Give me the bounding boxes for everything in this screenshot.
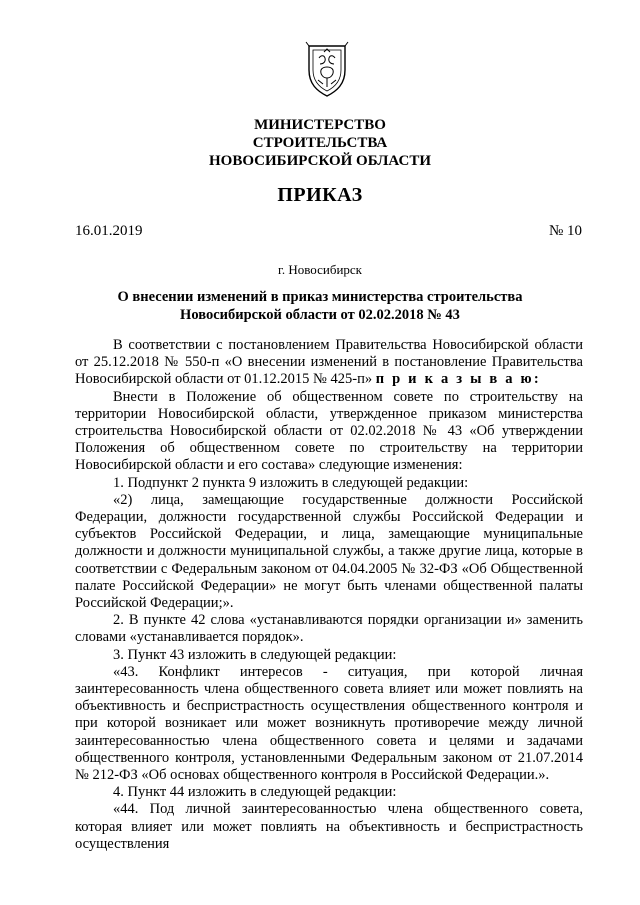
document-title: О внесении изменений в приказ министерства строительства Новосибирской области от 02.02.2018 № 43 [117, 289, 523, 323]
body-paragraph-2: Внести в Положение об общественном совете по строительству на территории Новосибирской области, утвержденное приказом министерства строительства Новосибирской области от 02.02.2018 № 43 «Об утверждении Положения об общественном совете по строительству на территории Новосибирской области и его состава» следующие изменения: [75, 388, 583, 474]
ministry-name-line-3: НОВОСИБИРСКОЙ ОБЛАСТИ [208, 153, 432, 169]
document-type: ПРИКАЗ [277, 184, 363, 206]
body-paragraph-6: 3. Пункт 43 изложить в следующей редакции: [113, 646, 397, 663]
body-paragraph-9: «44. Под личной заинтересованностью члена общественного совета, которая влияет или может повлиять на объективность и беспристрастность осуществления [75, 801, 583, 852]
body-paragraph-7: «43. Конфликт интересов - ситуация, при которой личная заинтересованность члена общественного совета влияет или может повлиять на объективность и беспристрастность осуществления общественного контроля и при которой возникает или может возникнуть противоречие между личной заинтересованностью члена общественного совета и целями и задачами общественного контроля, установленными Федеральным законом от 21.07.2014 № 212-ФЗ «Об основах общественного контроля в Российской Федерации.». [75, 663, 583, 784]
preamble-text: В соответствии с постановлением Правительства Новосибирской области от 25.12.2018 № 550-п «О внесении изменений в постановление Правительства Новосибирской области от 01.12.2015 № 425-п» [75, 337, 583, 388]
document-body [75, 337, 583, 853]
document-number: № 10 [548, 223, 582, 239]
document-city: г. Новосибирск [277, 262, 362, 277]
body-paragraph-4: «2) лица, замещающие государственные должности Российской Федерации, должности государственной службы Российской Федерации и субъектов Российской Федерации, и лица, замещающие муниципальные должности и должности муниципальной службы, а также другие лица, которые в соответствии с Федеральным законом от 04.04.2005 № 32-ФЗ «Об Общественной палате Российской Федерации» не могут быть членами общественной палаты Российской Федерации;». [75, 491, 583, 612]
coat-of-arms-icon [303, 40, 351, 98]
body-paragraph-5: 2. В пункте 42 слова «устанавливаются порядки организации и» заменить словами «устанавливается порядок». [75, 612, 583, 646]
ministry-name-line-1: МИНИСТЕРСТВО [254, 117, 386, 133]
document-date: 16.01.2019 [75, 223, 143, 239]
ministry-name-line-2: СТРОИТЕЛЬСТВА [252, 135, 388, 151]
body-paragraph-1 [75, 337, 583, 389]
order-word: п р и к а з ы в а ю: [375, 371, 541, 388]
body-paragraph-8: 4. Пункт 44 изложить в следующей редакции: [113, 784, 397, 801]
body-paragraph-3: 1. Подпункт 2 пункта 9 изложить в следующей редакции: [113, 474, 469, 491]
